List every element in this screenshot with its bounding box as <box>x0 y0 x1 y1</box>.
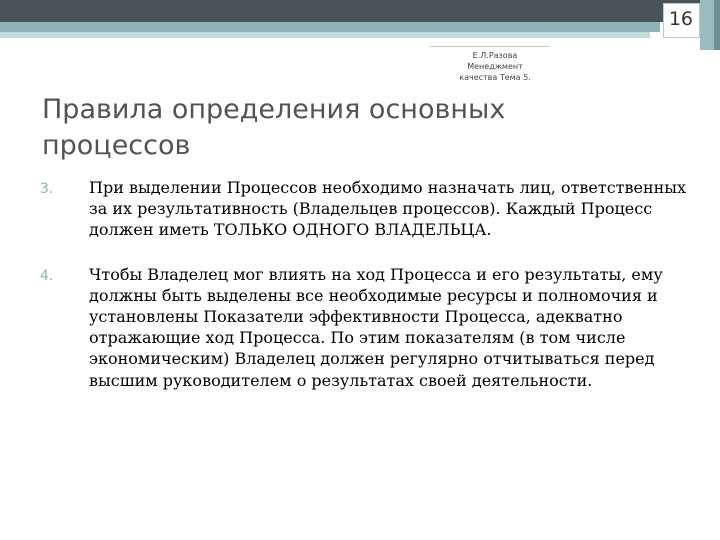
slide-number: 16 <box>668 8 693 30</box>
content-list <box>40 177 690 391</box>
author-line-2: Менеджмент <box>467 62 523 71</box>
side-accent-band-dark <box>714 0 720 50</box>
author-divider <box>430 46 550 47</box>
author-line-3: качества Тема 5. <box>459 73 531 82</box>
list-item <box>40 264 690 391</box>
slide-title: Правила определения основных процессов <box>42 94 506 161</box>
list-item-number: 3. <box>40 181 54 197</box>
author-note <box>440 50 550 83</box>
list-item-text: При выделении Процессов необходимо назначать лиц, ответственных за их результативность (Владельцев процессов). Каждый Процесс должен иметь ТОЛЬКО ОДНОГО ВЛАДЕЛЬЦА. <box>89 178 687 240</box>
header-accent-stripe-light <box>0 32 650 38</box>
list-item-number: 4. <box>40 267 54 284</box>
author-line-1: Е.Л.Разова <box>472 51 518 60</box>
list-item <box>40 177 690 241</box>
slide-number-box <box>663 3 700 38</box>
header-band <box>0 0 720 22</box>
header-accent-stripe <box>0 22 660 32</box>
list-item-text: Чтобы Владелец мог влиять на ход Процесса и его результаты, ему должны быть выделены все необходимые ресурсы и полномочия и установлены Показатели эффективности Процесса, адекватно отражающие ход Процесса. По этим показателям (в том числе экономическим) Владелец должен регулярно отчитываться перед высшим руководителем о результатах своей деятельности. <box>89 264 663 390</box>
